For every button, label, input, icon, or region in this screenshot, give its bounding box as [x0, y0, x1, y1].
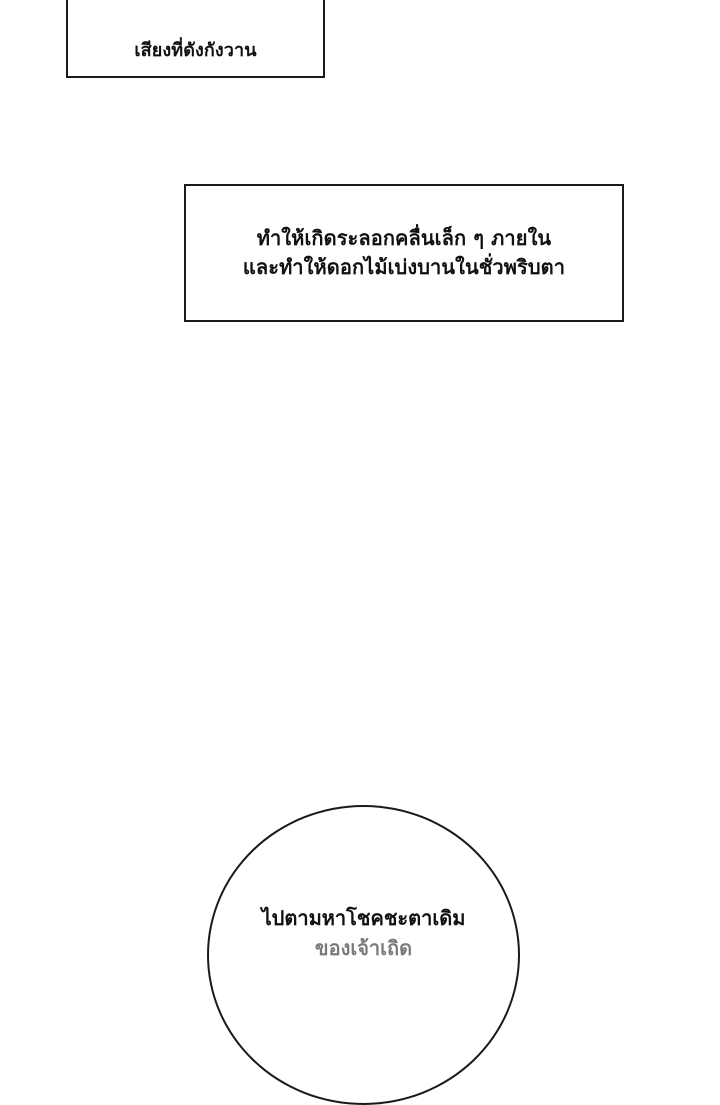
main-caption-text	[243, 224, 565, 282]
main-caption-line-2: และทำให้ดอกไม้เบ่งบานในชั่วพริบตา	[242, 255, 566, 279]
top-caption-text: เสียงที่ดังกังวาน	[134, 39, 257, 61]
bottom-speech-line-2: ของเจ้าเถิด	[314, 936, 413, 960]
main-caption-box	[184, 184, 624, 322]
main-caption-line-1: ทำให้เกิดระลอกคลื่นเล็ก ๆ ภายใน	[256, 226, 552, 250]
bottom-speech-text	[209, 903, 518, 963]
bottom-speech-bubble	[207, 805, 520, 1105]
bottom-speech-line-1: ไปตามหาโชคชะตาเดิม	[261, 906, 466, 930]
top-caption-box	[66, 0, 325, 78]
